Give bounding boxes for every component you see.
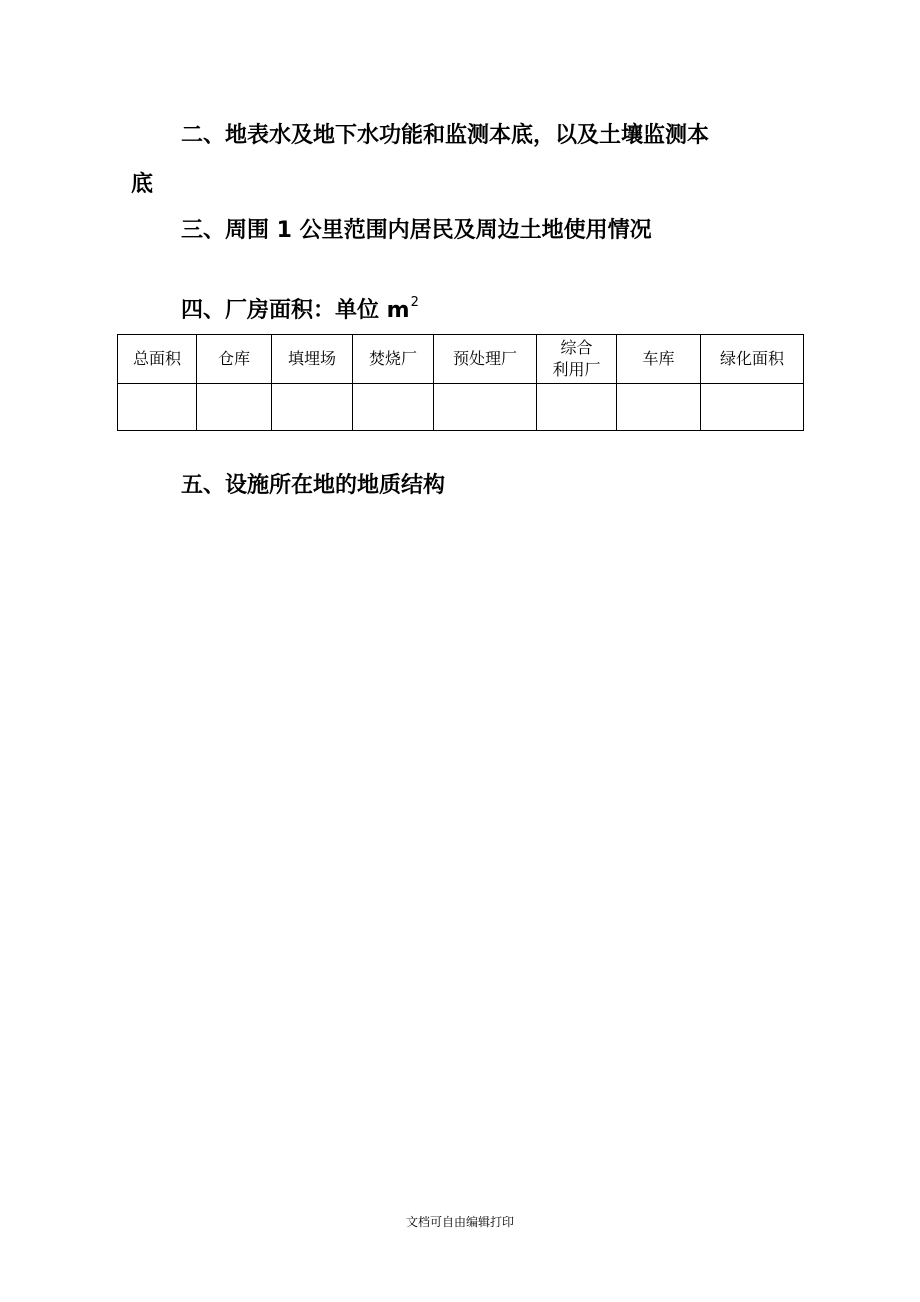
section-2-heading: [181, 125, 709, 147]
cell-total-area[interactable]: [118, 384, 197, 431]
section-3-heading: [181, 220, 652, 242]
page-footer: 文档可自由编辑打印: [405, 1215, 514, 1229]
table-header-row: [118, 335, 804, 384]
section-5-heading: [181, 475, 445, 497]
cell-landfill[interactable]: [272, 384, 353, 431]
header-garage: 车库: [617, 335, 701, 384]
header-landfill: 填埋场: [272, 335, 353, 384]
section-2-text: 二、地表水及地下水功能和监测本底，以及土壤监测本: [181, 123, 710, 148]
section-2-heading-continued: [131, 174, 153, 196]
header-incineration-plant: 焚烧厂: [353, 335, 434, 384]
header-green-area: 绿化面积: [701, 335, 804, 384]
header-comprehensive-line1: 综合: [560, 338, 593, 357]
header-comprehensive-utilization-plant: [537, 335, 617, 384]
header-pretreatment-plant: 预处理厂: [434, 335, 537, 384]
section-5-text: 五、设施所在地的地质结构: [181, 473, 446, 498]
cell-comprehensive-utilization-plant[interactable]: [537, 384, 617, 431]
header-comprehensive-line2: 利用厂: [552, 360, 601, 379]
section-4-text: 四、厂房面积：单位 m: [181, 298, 410, 323]
factory-area-table: [117, 334, 804, 431]
header-total-area: 总面积: [118, 335, 197, 384]
section-3-text: 三、周围 1 公里范围内居民及周边土地使用情况: [181, 218, 652, 243]
cell-warehouse[interactable]: [197, 384, 272, 431]
unit-superscript: 2: [410, 295, 419, 310]
cell-green-area[interactable]: [701, 384, 804, 431]
cell-incineration-plant[interactable]: [353, 384, 434, 431]
table-row: [118, 384, 804, 431]
section-2-text-continued: 底: [131, 172, 154, 197]
cell-pretreatment-plant[interactable]: [434, 384, 537, 431]
section-4-heading: [181, 295, 419, 323]
cell-garage[interactable]: [617, 384, 701, 431]
header-warehouse: 仓库: [197, 335, 272, 384]
